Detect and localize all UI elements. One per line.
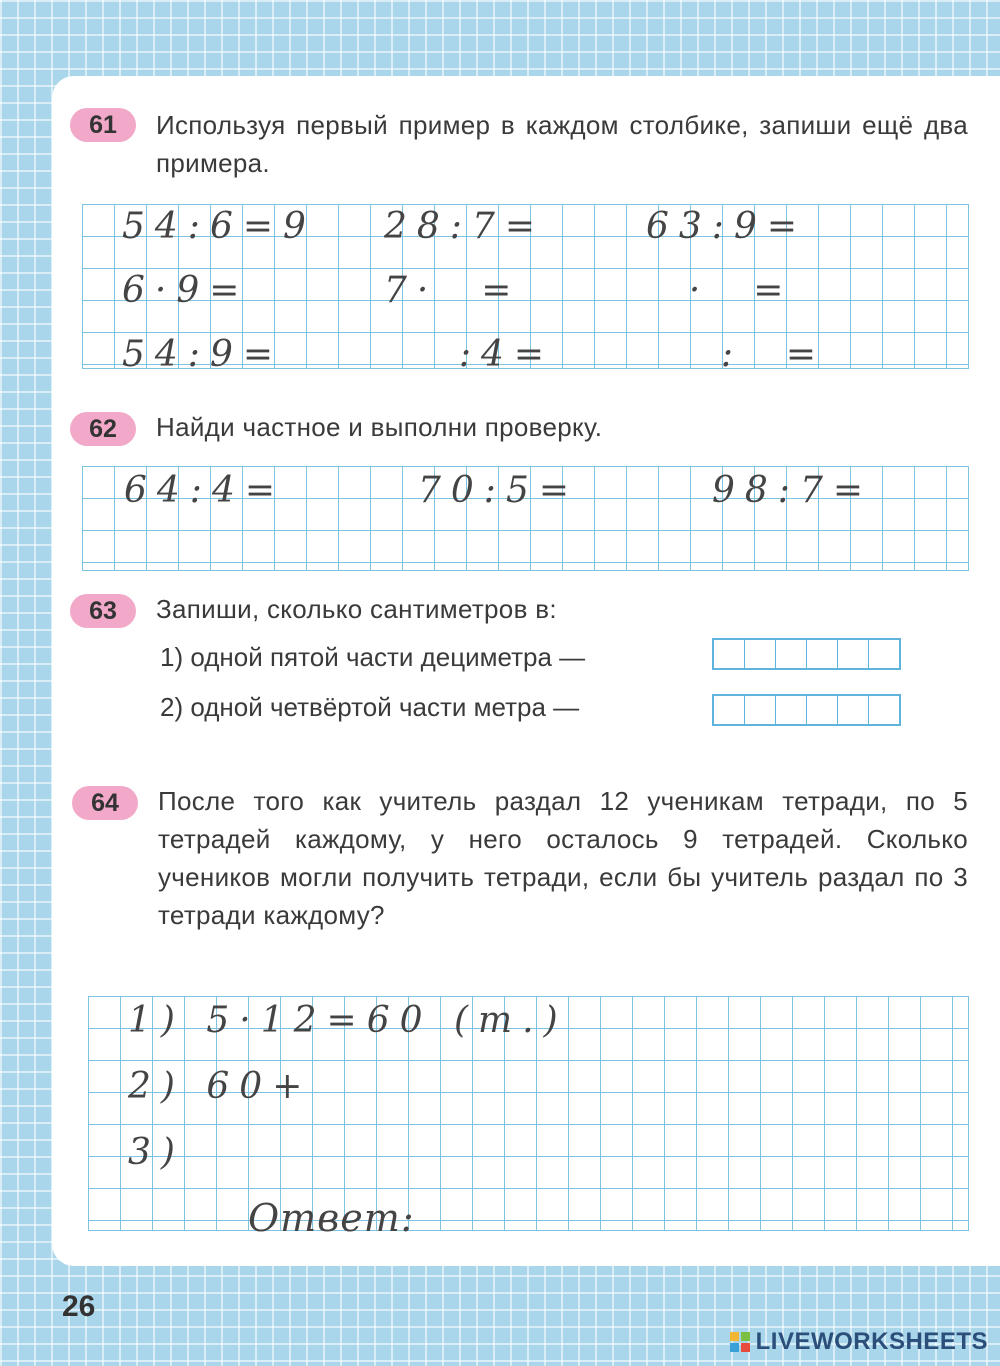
brand-logo [730,1328,988,1356]
task-61-text: Используя первый пример в каждом столбике, запиши ещё два примера. [156,110,968,178]
task-61-col3-line1: 63:9= [646,206,808,247]
task-63-answer2-boxes[interactable] [712,694,901,726]
task-62-item3: 98:7= [712,470,874,511]
task-63-text: Запиши, сколько сантиметров в: [156,594,557,624]
task-61-col2-line3: :4= [416,334,555,375]
task-63-number: 63 [70,594,136,628]
task-63-answer1-boxes[interactable] [712,638,901,670]
task-64-answer-label: Ответ: [248,1196,415,1240]
brand-name: LIVEWORKSHEETS [755,1328,988,1355]
task-62-number: 62 [70,412,136,446]
page-number: 26 [62,1290,96,1323]
task-61-col1-line1: 54:6=9 [122,206,316,247]
task-61-col3-line2: · = [646,270,794,311]
task-61-col1-line2: 6·9= [122,270,250,311]
task-62-item1: 64:4= [124,470,286,511]
task-64-line2: 2) 60+ [128,1066,313,1107]
task-61-col3-line3: : = [678,334,827,375]
task-63-item2: 2) одной четвёртой части метра — [160,692,580,722]
task-61-col1-line3: 54:9= [122,334,284,375]
task-62-text: Найди частное и выполни проверку. [156,412,603,442]
liveworksheets-icon [730,1332,750,1352]
task-61-col2-line1: 28:7= [384,206,546,247]
task-61-number: 61 [70,108,136,142]
task-64-number: 64 [72,786,138,820]
task-64-line3: 3) [128,1132,185,1173]
task-63-item1: 1) одной пятой части дециметра — [160,642,586,672]
task-61-col2-line2: 7· = [384,270,522,311]
task-62-item2: 70:5= [418,470,580,511]
task-64-line1: 1) 5·12=60 (т.) [128,1000,568,1041]
task-64-text: После того как учитель раздал 12 ученикам тетради, по 5 тетрадей каждому, у него осталось 9 тетрадей. Сколько учеников могли получить тетради, если бы учитель раздал по 3 тетради каждому? [158,786,968,930]
